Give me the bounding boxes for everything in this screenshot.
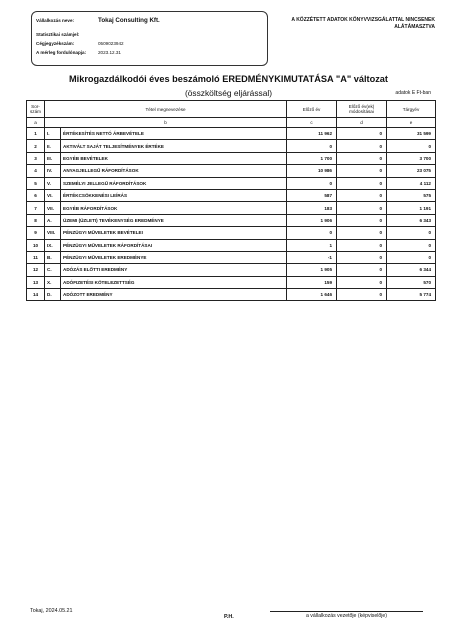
table-row bbox=[27, 202, 436, 214]
unit-note: adatok E Ft-ban bbox=[395, 90, 431, 96]
row-current-year: 31 599 bbox=[387, 128, 436, 140]
row-label: EGYÉB RÁFORDÍTÁSOK bbox=[61, 202, 287, 214]
table-row bbox=[27, 128, 436, 140]
table-row bbox=[27, 214, 436, 226]
row-code: A. bbox=[45, 214, 61, 226]
row-label: ÉRTÉKCSÖKKENÉSI LEÍRÁS bbox=[61, 189, 287, 201]
row-label: AKTIVÁLT SAJÁT TELJESÍTMÉNYEK ÉRTÉKE bbox=[61, 140, 287, 152]
row-prev-adjustments: 0 bbox=[337, 140, 387, 152]
row-current-year: 570 bbox=[387, 276, 436, 288]
row-code: B. bbox=[45, 251, 61, 263]
stat-code-line bbox=[36, 32, 98, 37]
row-prev-year: 10 986 bbox=[287, 165, 337, 177]
row-label: ADÓZOTT EREDMÉNY bbox=[61, 289, 287, 301]
row-prev-year: 1 700 bbox=[287, 152, 337, 164]
row-current-year: 0 bbox=[387, 239, 436, 251]
row-prev-year: 0 bbox=[287, 177, 337, 189]
row-label: ADÓZÁS ELŐTTI EREDMÉNY bbox=[61, 264, 287, 276]
header-row-no: Sor-szám bbox=[27, 101, 45, 118]
signature-label: a vállalkozás vezetője (képviselője) bbox=[305, 613, 388, 619]
letter-d: d bbox=[337, 118, 387, 128]
row-label: PÉNZÜGYI MŰVELETEK RÁFORDÍTÁSAI bbox=[61, 239, 287, 251]
row-code: VIII. bbox=[45, 227, 61, 239]
row-code: III. bbox=[45, 152, 61, 164]
row-prev-year: 1 906 bbox=[287, 214, 337, 226]
row-number: 13 bbox=[27, 276, 45, 288]
row-number: 8 bbox=[27, 214, 45, 226]
row-number: 11 bbox=[27, 251, 45, 263]
letter-a: a bbox=[27, 118, 45, 128]
row-label: PÉNZÜGYI MŰVELETEK EREDMÉNYE bbox=[61, 251, 287, 263]
row-number: 4 bbox=[27, 165, 45, 177]
row-code: I. bbox=[45, 128, 61, 140]
letter-b: b bbox=[45, 118, 287, 128]
report-subtitle: (összköltség eljárással) bbox=[184, 88, 273, 98]
row-code: IV. bbox=[45, 165, 61, 177]
table-row bbox=[27, 177, 436, 189]
row-label: ANYAGJELLEGŰ RÁFORDÍTÁSOK bbox=[61, 165, 287, 177]
report-title: Mikrogazdálkodói éves beszámoló EREDMÉNYKIMUTATÁSA "A" változat bbox=[69, 74, 388, 84]
row-prev-adjustments: 0 bbox=[337, 202, 387, 214]
table-row bbox=[27, 227, 436, 239]
row-number: 1 bbox=[27, 128, 45, 140]
row-current-year: 0 bbox=[387, 140, 436, 152]
row-prev-adjustments: 0 bbox=[337, 289, 387, 301]
table-row bbox=[27, 251, 436, 263]
letter-e: e bbox=[387, 118, 436, 128]
row-code: D. bbox=[45, 289, 61, 301]
row-prev-adjustments: 0 bbox=[337, 264, 387, 276]
row-label: ADÓFIZETÉSI KÖTELEZETTSÉG bbox=[61, 276, 287, 288]
table-row bbox=[27, 239, 436, 251]
row-code: VI. bbox=[45, 189, 61, 201]
row-current-year: 1 191 bbox=[387, 202, 436, 214]
row-number: 2 bbox=[27, 140, 45, 152]
row-number: 6 bbox=[27, 189, 45, 201]
row-label: ÜZEMI (ÜZLETI) TEVÉKENYSÉG EREDMÉNYE bbox=[61, 214, 287, 226]
row-prev-year: 0 bbox=[287, 227, 337, 239]
balance-date: 2023.12.31 bbox=[98, 50, 121, 55]
row-current-year: 23 075 bbox=[387, 165, 436, 177]
signature-line bbox=[270, 611, 423, 612]
company-name-label: Vállalkozás neve: bbox=[36, 18, 75, 23]
row-prev-adjustments: 0 bbox=[337, 239, 387, 251]
row-number: 10 bbox=[27, 239, 45, 251]
row-prev-adjustments: 0 bbox=[337, 165, 387, 177]
row-current-year: 0 bbox=[387, 227, 436, 239]
row-current-year: 3 700 bbox=[387, 152, 436, 164]
place-date: Tokaj, 2024.05.21 bbox=[30, 608, 73, 614]
row-prev-adjustments: 0 bbox=[337, 251, 387, 263]
table-letter-row bbox=[27, 118, 436, 128]
header-prev-adjustments: Előző év(ek) módosításai bbox=[337, 101, 387, 118]
audit-notice: A KÖZZÉTETT ADATOK KÖNYVVIZSGÁLATTAL NINCSENEK ALÁTÁMASZTVA bbox=[291, 17, 435, 30]
row-prev-year: 159 bbox=[287, 276, 337, 288]
row-code: IX. bbox=[45, 239, 61, 251]
row-label: PÉNZÜGYI MŰVELETEK BEVÉTELEI bbox=[61, 227, 287, 239]
row-code: C. bbox=[45, 264, 61, 276]
row-prev-adjustments: 0 bbox=[337, 214, 387, 226]
row-prev-year: 587 bbox=[287, 189, 337, 201]
row-label: SZEMÉLYI JELLEGŰ RÁFORDÍTÁSOK bbox=[61, 177, 287, 189]
header-prev-year: Előző év bbox=[287, 101, 337, 118]
row-prev-adjustments: 0 bbox=[337, 276, 387, 288]
row-prev-year: 1 646 bbox=[287, 289, 337, 301]
row-label: EGYÉB BEVÉTELEK bbox=[61, 152, 287, 164]
row-current-year: 0 bbox=[387, 251, 436, 263]
balance-date-line bbox=[36, 50, 121, 55]
row-current-year: 5 774 bbox=[387, 289, 436, 301]
row-number: 12 bbox=[27, 264, 45, 276]
row-prev-adjustments: 0 bbox=[337, 189, 387, 201]
row-code: X. bbox=[45, 276, 61, 288]
company-info-box bbox=[31, 11, 268, 66]
table-row bbox=[27, 264, 436, 276]
registry-label: Cégjegyzékszám: bbox=[36, 41, 75, 46]
row-prev-adjustments: 0 bbox=[337, 177, 387, 189]
table-row bbox=[27, 189, 436, 201]
row-current-year: 4 112 bbox=[387, 177, 436, 189]
registry-line bbox=[36, 41, 124, 46]
row-prev-year: -1 bbox=[287, 251, 337, 263]
letter-c: c bbox=[287, 118, 337, 128]
row-current-year: 575 bbox=[387, 189, 436, 201]
row-current-year: 6 344 bbox=[387, 264, 436, 276]
registry-number: 0509023942 bbox=[98, 41, 124, 46]
row-label: ÉRTÉKESÍTÉS NETTÓ ÁRBEVÉTELE bbox=[61, 128, 287, 140]
row-prev-year: 1 905 bbox=[287, 264, 337, 276]
table-row bbox=[27, 289, 436, 301]
row-prev-adjustments: 0 bbox=[337, 152, 387, 164]
row-current-year: 6 343 bbox=[387, 214, 436, 226]
table-row bbox=[27, 152, 436, 164]
balance-date-label: A mérleg fordulónapja: bbox=[36, 50, 87, 55]
row-code: V. bbox=[45, 177, 61, 189]
row-number: 9 bbox=[27, 227, 45, 239]
row-prev-year: 0 bbox=[287, 140, 337, 152]
row-number: 7 bbox=[27, 202, 45, 214]
table-row bbox=[27, 165, 436, 177]
table-row bbox=[27, 276, 436, 288]
stamp-placeholder: P.H. bbox=[224, 614, 234, 620]
company-name-line bbox=[36, 17, 160, 24]
row-prev-adjustments: 0 bbox=[337, 128, 387, 140]
header-item: Tétel megnevezése bbox=[45, 101, 287, 118]
row-number: 14 bbox=[27, 289, 45, 301]
table-row bbox=[27, 140, 436, 152]
stat-code-label: Statisztikai számjel: bbox=[36, 32, 80, 37]
row-code: VII. bbox=[45, 202, 61, 214]
table-header-row bbox=[27, 101, 436, 118]
row-number: 5 bbox=[27, 177, 45, 189]
row-code: II. bbox=[45, 140, 61, 152]
income-statement-table bbox=[26, 100, 436, 301]
row-prev-adjustments: 0 bbox=[337, 227, 387, 239]
header-current-year: Tárgyév bbox=[387, 101, 436, 118]
row-prev-year: 11 962 bbox=[287, 128, 337, 140]
company-name: Tokaj Consulting Kft. bbox=[98, 17, 160, 24]
row-prev-year: 1 bbox=[287, 239, 337, 251]
row-prev-year: 183 bbox=[287, 202, 337, 214]
row-number: 3 bbox=[27, 152, 45, 164]
